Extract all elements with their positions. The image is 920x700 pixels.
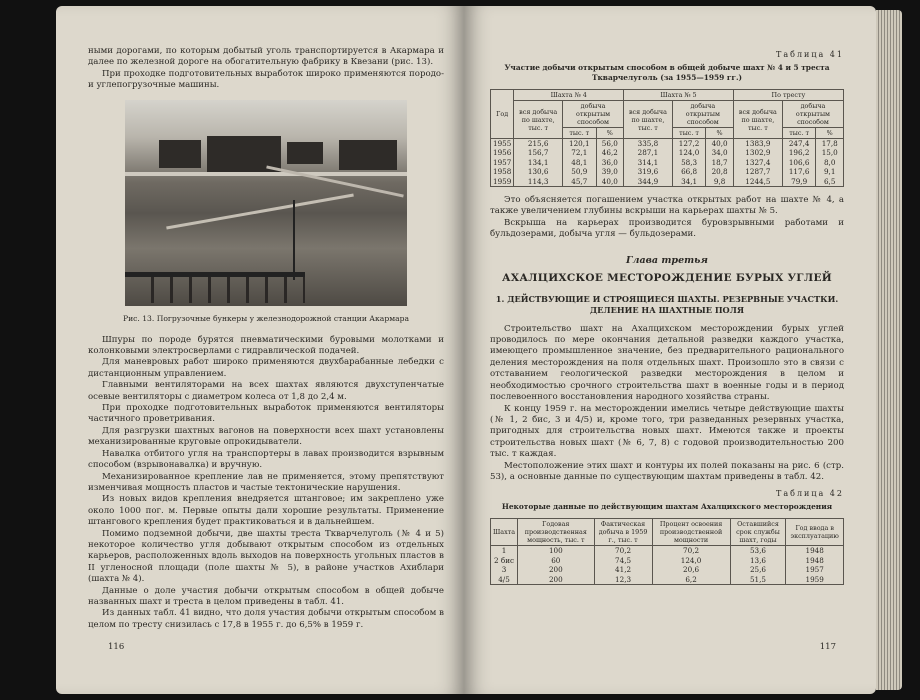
page-number-right: 117 [819,642,836,652]
table-cell: 1957 [491,158,514,167]
table-cell: 8,0 [816,158,844,167]
table-cell: 9,8 [706,177,734,187]
paragraph: Шпуры по породе бурятся пневматическими буровыми молотками и колонковыми электросверлами с гидравлической подачей. [88,334,444,357]
table-cell: 100 [518,546,595,556]
paragraph: Для разгрузки шахтных вагонов на поверхности всех шахт установлены механизированные круговые опрокидыватели. [88,425,444,448]
table-cell: 124,0 [652,556,730,565]
paragraph: При проходке подготовительных выработок применяются вентиляторы частичного проветривания. [88,403,444,425]
table-header: Фактическая добыча в 1959 г., тыс. т [594,519,652,546]
table-row [491,177,844,187]
table-cell: 48,1 [563,158,597,167]
open-book [10,6,910,694]
left-body-text [88,335,444,632]
table-row [491,565,844,574]
table-cell: 51,5 [730,575,786,585]
table-header: Шахта № 5 [624,90,734,101]
table-cell: 1959 [786,575,844,585]
table-cell: 45,7 [563,177,597,187]
paragraph: Данные о доле участия добычи открытым способом в общей добыче названных шахт и треста в целом приведены в табл. 41. [88,585,444,607]
table-cell: 215,6 [514,139,563,149]
table-header: тыс. т [672,128,706,139]
paragraph: Вскрыша на карьерах производится буровзрывными работами и бульдозерами, добыча угля — бульдозерами. [490,217,844,240]
paragraph: Из новых видов крепления внедряется штанговое; им закреплено уже около 1000 пог. м. Первые опыты дали хорошие результаты. Применение штангового крепления будет практиковаться и в дальнейшем. [88,494,444,528]
table-cell: 287,1 [624,148,673,157]
table-cell: 9,1 [816,167,844,176]
table-cell: 1948 [786,546,844,556]
table-cell: 34,0 [706,148,734,157]
table-header: вся добыча по шахте, тыс. т [514,101,563,139]
table-cell: 46,2 [596,148,624,157]
paragraph: Главными вентиляторами на всех шахтах являются двухступенчатые осевые вентиляторы с диаметром колеса от 1,8 до 2,4 м. [88,380,444,402]
table-row [491,556,844,565]
table-header: вся добыча по шахте, тыс. т [624,101,673,139]
paragraph: При проходке подготовительных выработок широко применяются породо- и углепогрузочные машины. [88,68,444,91]
paragraph: Из данных табл. 41 видно, что доля участия добычи открытым способом в целом по тресту снизилась с 17,8 в 1955 г. до 6,5% в 1959 г. [88,608,444,630]
table-row [491,139,844,149]
table-header: тыс. т [563,128,597,139]
figure-13-photo [125,100,407,306]
table-cell: 124,0 [672,148,706,157]
table-row [491,158,844,167]
table-cell: 114,3 [514,177,563,187]
table-cell: 70,2 [594,546,652,556]
table-42-label: Таблица 42 [776,489,844,499]
table-cell: 130,6 [514,167,563,176]
table-cell: 15,0 [816,148,844,157]
page-number-left: 116 [108,642,125,652]
paragraph: Механизированное крепление лав не применяется, этому препятствуют изменчивая мощность пластов и частые тектонические нарушения. [88,471,444,493]
chapter-label: Глава третья [626,254,708,266]
page-edges [876,10,902,690]
table-header: Процент освоения производственной мощности [652,519,730,546]
table-cell: 36,0 [596,158,624,167]
table-cell: 319,6 [624,167,673,176]
table-cell: 200 [518,565,595,574]
table-cell: 106,6 [782,158,816,167]
table-cell: 1948 [786,556,844,565]
table-header: По тресту [733,90,843,101]
table-cell: 4/5 [491,575,518,585]
table-cell: 74,5 [594,556,652,565]
table-42-title: Некоторые данные по действующим шахтам Ахалцихского месторождения [501,502,833,512]
table-cell: 6,5 [816,177,844,187]
table-cell: 41,2 [594,565,652,574]
table-cell: 1287,7 [733,167,782,176]
paragraph: Это объясняется погашением участка открытых работ на шахте № 4, а также увеличением глубины вскрыши на карьерах шахты № 5. [490,195,844,217]
table-header: Год ввода в эксплуатацию [786,519,844,546]
table-cell: 200 [518,575,595,585]
chapter-title: АХАЛЦИХСКОЕ МЕСТОРОЖДЕНИЕ БУРЫХ УГЛЕЙ [502,271,832,284]
table-header: % [816,128,844,139]
table-cell: 1958 [491,167,514,176]
table-header: Шахта № 4 [514,90,624,101]
table-cell: 335,8 [624,139,673,149]
table-41-label: Таблица 41 [776,50,844,59]
table-cell: 6,2 [652,575,730,585]
table-cell: 134,1 [514,158,563,167]
table-cell: 17,8 [816,139,844,149]
table-cell: 20,6 [652,565,730,574]
table-cell: 50,9 [563,167,597,176]
table-header: добыча открытым способом [782,101,843,128]
table-header: % [706,128,734,139]
table-cell: 3 [491,565,518,574]
table-cell: 1244,5 [733,177,782,187]
figure-caption: Рис. 13. Погрузочные бункеры у железнодорожной станции Акармара [122,313,410,323]
table-row [491,167,844,176]
table-cell: 127,2 [672,139,706,149]
table-header: тыс. т [782,128,816,139]
table-cell: 1327,4 [733,158,782,167]
paragraph: Местоположение этих шахт и контуры их полей показаны на рис. 6 (стр. 53), а основные данные по существующим шахтам приведены в табл. 42. [490,460,844,482]
table-cell: 1957 [786,565,844,574]
table-cell: 314,1 [624,158,673,167]
paragraph: ными дорогами, по которым добытый уголь транспортируется в Акармара и далее по железной дороге на обогатительную фабрику в Квезани (рис. 13). [88,46,444,68]
table-cell: 120,1 [563,139,597,149]
table-header: Шахта [491,519,518,546]
table-cell: 1956 [491,148,514,157]
table-cell: 156,7 [514,148,563,157]
table-cell: 1959 [491,177,514,187]
table-header: Годовая производственная мощность, тыс. т [518,519,595,546]
right-page [464,6,876,694]
left-page [56,6,464,694]
table-cell: 247,4 [782,139,816,149]
table-cell: 58,3 [672,158,706,167]
table-header: Оставшийся срок службы шахт, годы [730,519,786,546]
table-41 [490,89,844,187]
table-cell: 12,3 [594,575,652,585]
table-cell: 117,6 [782,167,816,176]
table-cell: 56,0 [596,139,624,149]
table-cell: 1 [491,546,518,556]
table-header: добыча открытым способом [563,101,624,128]
table-row [491,575,844,585]
table-cell: 1955 [491,139,514,149]
table-cell: 344,9 [624,177,673,187]
table-cell: 40,0 [706,139,734,149]
table-cell: 39,0 [596,167,624,176]
table-cell: 34,1 [672,177,706,187]
table-cell: 18,7 [706,158,734,167]
table-header: вся добыча по шахте, тыс. т [733,101,782,139]
table-cell: 53,6 [730,546,786,556]
table-cell: 2 бис [491,556,518,565]
table-cell: 60 [518,556,595,565]
table-cell: 20,8 [706,167,734,176]
table-41-title: Участие добычи открытым способом в общей добыче шахт № 4 и 5 треста Ткварчелуголь (за 1955—1959 гг.) [504,63,830,82]
paragraph: Для маневровых работ широко применяются двухбарабанные лебедки с дистанционным управлением. [88,357,444,379]
table-header: добыча открытым способом [672,101,733,128]
table-cell: 1302,9 [733,148,782,157]
table-row [491,546,844,556]
table-cell: 13,6 [730,556,786,565]
paragraph: Помимо подземной добычи, две шахты треста Ткварчелуголь (№ 4 и 5) некоторое количество угля добывают открытым способом из отдельных карьеров, расположенных вдоль выходов на поверхность угольных пластов в II угленосной площади (поле шахты № 5), в районе участков Ахиблари (шахта № 4). [88,528,444,585]
table-header: % [596,128,624,139]
table-42 [490,518,844,585]
table-row [491,148,844,157]
section-title: 1. ДЕЙСТВУЮЩИЕ И СТРОЯЩИЕСЯ ШАХТЫ. РЕЗЕРВНЫЕ УЧАСТКИ. ДЕЛЕНИЕ НА ШАХТНЫЕ ПОЛЯ [495,293,839,315]
paragraph: Строительство шахт на Ахалцихском месторождении бурых углей проводилось по мере окончания детальной разведки каждого участка, имеющего промышленное значение, без предварительного рационального деления месторождения на поля отдельных шахт. Произошло это в связи с отставанием геологической разведки месторождения в целом и необходимостью срочного строительства шахт в военные годы и в период послевоенного восстановления народного хозяйства страны. [490,323,844,403]
table-cell: 66,8 [672,167,706,176]
table-header: Год [491,90,514,139]
table-cell: 25,6 [730,565,786,574]
table-cell: 72,1 [563,148,597,157]
table-cell: 79,9 [782,177,816,187]
paragraph: Навалка отбитого угля на транспортеры в лавах производится взрывным способом (взрывонавалка) и вручную. [88,448,444,471]
table-cell: 1383,9 [733,139,782,149]
table-cell: 196,2 [782,148,816,157]
table-cell: 70,2 [652,546,730,556]
table-cell: 40,0 [596,177,624,187]
paragraph: К концу 1959 г. на месторождении имелись четыре действующие шахты (№ 1, 2 бис, 3 и 4/5) и, кроме того, три разведанных резервных участка, пригодных для строительства новых шахт. Имеются также и проекты строительства новых шахт (№ 6, 7, 8) с годовой производительностью 200 тыс. т каждая. [490,403,844,460]
